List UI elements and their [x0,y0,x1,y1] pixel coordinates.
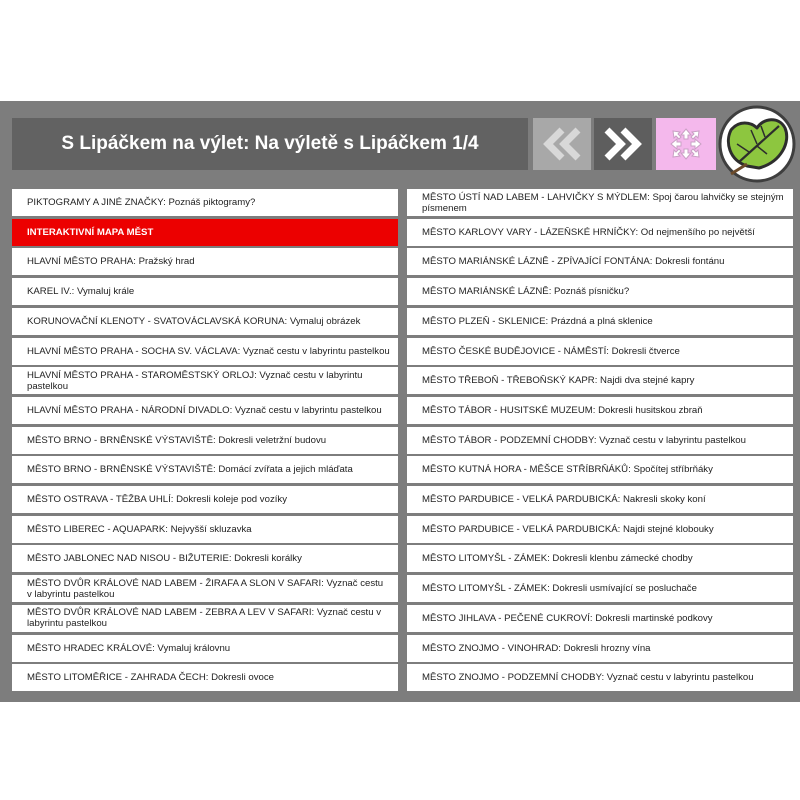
list-item-label: HLAVNÍ MĚSTO PRAHA - SOCHA SV. VÁCLAVA: Vyznač cestu v labyrintu pastelkou [27,345,390,357]
list-item-label: MĚSTO TÁBOR - HUSITSKÉ MUZEUM: Dokresli husitskou zbraň [422,404,703,416]
list-item[interactable] [407,219,793,246]
list-item[interactable] [12,367,398,394]
list-item[interactable] [407,545,793,572]
list-item-label: MĚSTO ÚSTÍ NAD LABEM - LAHVIČKY S MÝDLEM: Spoj čarou lahvičky se stejným písmenem [422,191,784,214]
list-item[interactable] [407,516,793,543]
list-item-label: MĚSTO JIHLAVA - PEČENÉ CUKROVÍ: Dokresli martinské podkovy [422,612,713,624]
list-item-label: MĚSTO PARDUBICE - VELKÁ PARDUBICKÁ: Najdi stejné klobouky [422,523,714,535]
list-item[interactable] [12,605,398,632]
list-item-label: MĚSTO BRNO - BRNĚNSKÉ VÝSTAVIŠTĚ: Domácí zvířata a jejich mláďata [27,464,353,476]
list-item-label: MĚSTO LITOMĚŘICE - ZAHRADA ČECH: Dokresli ovoce [27,672,275,684]
list-item-label: MĚSTO PLZEŇ - SKLENICE: Prázdná a plná sklenice [422,315,653,327]
list-item[interactable] [12,456,398,483]
list-item[interactable] [407,278,793,305]
list-item[interactable] [12,219,398,246]
list-item[interactable] [407,486,793,513]
previous-page-button[interactable] [533,118,591,170]
list-item[interactable] [407,427,793,454]
list-item[interactable] [12,664,398,691]
page-title [12,118,528,170]
list-item[interactable] [407,635,793,662]
list-item[interactable] [407,248,793,275]
list-item[interactable] [12,635,398,662]
double-chevron-left-icon [536,126,588,162]
list-item[interactable] [12,575,398,602]
list-item[interactable] [12,308,398,335]
next-page-button[interactable] [594,118,652,170]
right-activity-list [407,186,793,692]
list-item[interactable] [407,575,793,602]
list-item-label: PIKTOGRAMY A JINÉ ZNAČKY: Poznáš piktogramy? [27,197,256,208]
list-item-label: KORUNOVAČNÍ KLENOTY - SVATOVÁCLAVSKÁ KORUNA: Vymaluj obrázek [27,315,361,327]
page-title-text: S Lipáčkem na výlet: Na výletě s Lipáčkem 1/4 [61,133,479,154]
list-item[interactable] [12,427,398,454]
list-item[interactable] [407,605,793,632]
list-item-label: KAREL IV.: Vymaluj krále [27,286,135,298]
list-item[interactable] [12,338,398,365]
list-item-label: MĚSTO ČESKÉ BUDĚJOVICE - NÁMĚSTÍ: Dokresli čtverce [422,345,680,357]
list-item-label: MĚSTO LITOMYŠL - ZÁMEK: Dokresli usmívající se posluchače [422,583,697,595]
list-item-label: MĚSTO KARLOVY VARY - LÁZEŇSKÉ HRNÍČKY: Od nejmenšího po největší [422,226,755,238]
list-item-label: MĚSTO DVŮR KRÁLOVÉ NAD LABEM - ŽIRAFA A SLON V SAFARI: Vyznač cestu v labyrintu pastelkou [27,577,384,600]
list-item-label: MĚSTO MARIÁNSKÉ LÁZNĚ - ZPÍVAJÍCÍ FONTÁNA: Dokresli fontánu [422,256,725,268]
list-item-label: MĚSTO JABLONEC NAD NISOU - BIŽUTERIE: Dokresli korálky [27,553,302,565]
expand-arrows-icon [669,127,703,161]
list-item[interactable] [12,189,398,216]
list-item-label: MĚSTO BRNO - BRNĚNSKÉ VÝSTAVIŠTĚ: Dokresli veletržní budovu [27,434,327,446]
linden-leaf-logo[interactable] [717,104,797,184]
list-item-label: MĚSTO LITOMYŠL - ZÁMEK: Dokresli klenbu zámecké chodby [422,553,693,565]
list-item-label: MĚSTO HRADEC KRÁLOVÉ: Vymaluj královnu [27,642,231,654]
list-item-label: MĚSTO LIBEREC - AQUAPARK: Nejvyšší skluzavka [27,523,252,535]
list-item[interactable] [407,367,793,394]
list-item-label: MĚSTO OSTRAVA - TĚŽBA UHLÍ: Dokresli koleje pod vozíky [27,494,287,505]
left-activity-list [12,186,398,692]
list-item-label: MĚSTO KUTNÁ HORA - MĚŠCE STŘÍBRŇÁKŮ: Spočítej stříbrňáky [422,464,713,476]
list-item-label: MĚSTO TŘEBOŇ - TŘEBOŇSKÝ KAPR: Najdi dva stejné kapry [422,375,695,387]
list-item-label: INTERAKTIVNÍ MAPA MĚST [27,226,154,238]
list-item-label: HLAVNÍ MĚSTO PRAHA - STAROMĚSTSKÝ ORLOJ: Vyznač cestu v labyrintu pastelkou [27,369,363,392]
list-item[interactable] [407,338,793,365]
list-item[interactable] [407,189,793,216]
list-item[interactable] [407,308,793,335]
list-item[interactable] [407,397,793,424]
list-item-label: MĚSTO ZNOJMO - VINOHRAD: Dokresli hrozny vína [422,642,651,654]
list-item-label: HLAVNÍ MĚSTO PRAHA - NÁRODNÍ DIVADLO: Vyznač cestu v labyrintu pastelkou [27,404,382,416]
list-item-label: MĚSTO ZNOJMO - PODZEMNÍ CHODBY: Vyznač cestu v labyrintu pastelkou [422,672,754,684]
list-item[interactable] [12,516,398,543]
list-item[interactable] [12,486,398,513]
list-item-label: MĚSTO PARDUBICE - VELKÁ PARDUBICKÁ: Nakresli skoky koní [422,494,706,505]
list-item[interactable] [12,278,398,305]
linden-leaf-icon [717,104,797,184]
list-item-label: MĚSTO DVŮR KRÁLOVÉ NAD LABEM - ZEBRA A LEV V SAFARI: Vyznač cestu v labyrintu pastelkou [27,607,382,630]
list-item[interactable] [407,456,793,483]
list-item-label: HLAVNÍ MĚSTO PRAHA: Pražský hrad [27,256,195,268]
double-chevron-right-icon [597,126,649,162]
list-item-label: MĚSTO MARIÁNSKÉ LÁZNĚ: Poznáš písničku? [422,286,630,298]
list-item-label: MĚSTO TÁBOR - PODZEMNÍ CHODBY: Vyznač cestu v labyrintu pastelkou [422,434,746,446]
fullscreen-button[interactable] [656,118,716,170]
list-item[interactable] [407,664,793,691]
list-item[interactable] [12,545,398,572]
list-item[interactable] [12,397,398,424]
list-item[interactable] [12,248,398,275]
